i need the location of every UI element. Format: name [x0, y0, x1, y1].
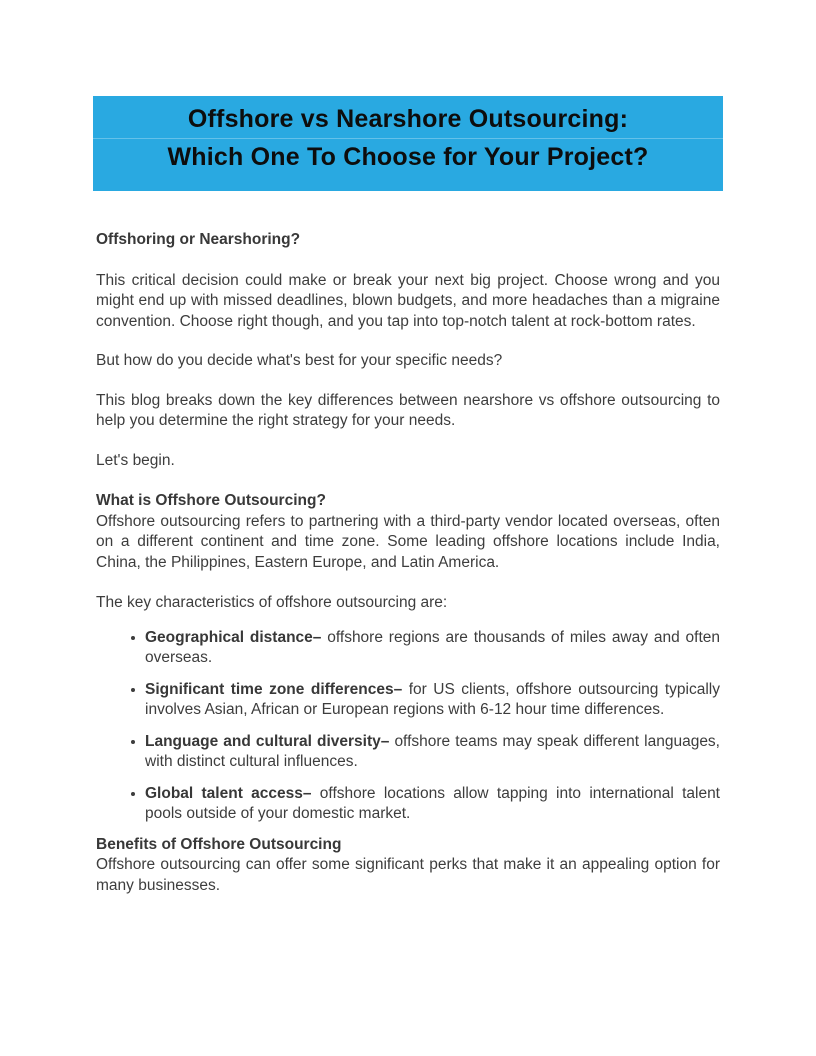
bullet-text: offshore teams may speak different languages, with distinct cultural influences. [145, 732, 720, 770]
list-item [96, 732, 720, 773]
bullet-text: for US clients, offshore outsourcing typically involves Asian, African or European regions with 6-12 hour time differences. [145, 680, 720, 718]
document-title-line1: Offshore vs Nearshore Outsourcing: [93, 101, 723, 139]
bullet-text: offshore locations allow tapping into international talent pools outside of your domestic market. [145, 784, 720, 822]
benefits-heading: Benefits of Offshore Outsourcing [96, 835, 342, 853]
intro-paragraph-4: Let's begin. [96, 451, 175, 469]
bullet-icon [131, 740, 135, 744]
bullet-icon [131, 792, 135, 796]
bullet-icon [131, 636, 135, 640]
bullet-label: Significant time zone differences– [145, 680, 403, 698]
intro-paragraph-1: This critical decision could make or break your next big project. Choose wrong and you might end up with missed deadlines, blown budgets, and more headaches than a migraine convention. Choose right though, and you tap into top-notch talent at rock-bottom rates. [96, 271, 720, 330]
list-item [96, 784, 720, 825]
benefits-body: Offshore outsourcing can offer some significant perks that make it an appealing option for many businesses. [96, 856, 720, 894]
intro-heading: Offshoring or Nearshoring? [96, 231, 301, 248]
list-item [96, 680, 720, 721]
bullet-label: Geographical distance– [145, 628, 322, 646]
intro-paragraph-2: But how do you decide what's best for your specific needs? [96, 352, 503, 369]
document-body [96, 230, 720, 896]
bullet-label: Language and cultural diversity– [145, 732, 390, 750]
title-banner [93, 96, 723, 191]
bullet-icon [131, 688, 135, 692]
characteristics-list [96, 628, 720, 825]
list-item [96, 628, 720, 669]
bullet-label: Global talent access– [145, 784, 312, 802]
bullet-text: offshore regions are thousands of miles away and often overseas. [145, 628, 720, 666]
characteristics-list-intro: The key characteristics of offshore outsourcing are: [96, 594, 448, 611]
document-title-line2: Which One To Choose for Your Project? [167, 143, 649, 171]
what-is-offshore-heading: What is Offshore Outsourcing? [96, 492, 326, 509]
what-is-offshore-body: Offshore outsourcing refers to partnering with a third-party vendor located overseas, often on a different continent and time zone. Some leading offshore locations include India, China, the Philippines, Eastern Europe, and Latin America. [96, 512, 720, 571]
intro-paragraph-3: This blog breaks down the key differences between nearshore vs offshore outsourcing to help you determine the right strategy for your needs. [96, 391, 720, 429]
